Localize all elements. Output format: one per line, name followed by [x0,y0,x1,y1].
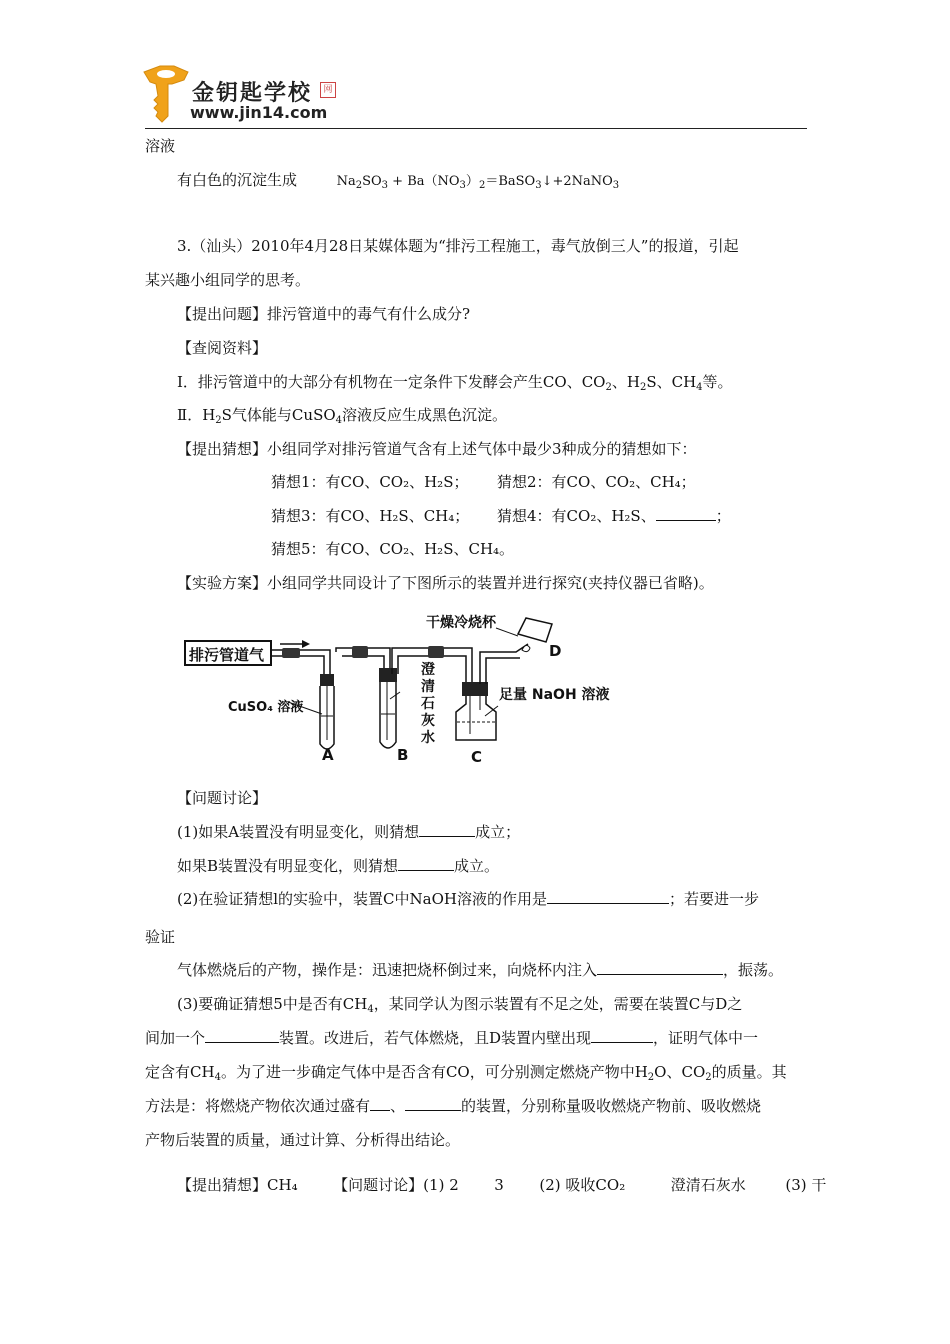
key-logo-icon [140,62,192,124]
guess-3: 猜想3：有CO、H₂S、CH₄； [271,507,470,525]
brand-url: www.jin14.com [190,103,328,122]
guess-1: 猜想1：有CO、CO₂、H₂S； [271,473,469,491]
guess-4: 猜想4：有CO₂、H₂S、 ； [497,507,731,525]
cold-beaker-d [518,618,552,642]
blank-device[interactable] [205,1028,279,1043]
answer-line: 【提出猜想】CH₄ 【问题讨论】(1) 2 3 (2) 吸收CO₂ 澄清石灰水 (3) 干 [177,1176,827,1194]
discussion-3b: 间加一个 装置。改进后，若气体燃烧，且D装置内壁出现 ，证明气体中一 [145,1029,759,1047]
discussion-heading: 【问题讨论】 [177,789,268,807]
reaction-equation: $Na_2SO_3$ + $Ba(NO_3)_2=BaSO_3↓+2NaNO_3$ [336,174,620,191]
hypothesis-heading: 【提出猜想】 [177,440,268,458]
inlet-label: 排污管道气 [189,646,265,664]
discussion-3a: (3)要确证猜想5中是否有$CH_4$，某同学认为图示装置有不足之处，需要在装置C与D之 [177,995,743,1015]
brand-name: 金钥匙学校 [192,81,313,106]
guess-2: 猜想2：有CO、CO₂、CH₄； [497,473,696,491]
ask-text: 排污管道中的毒气有什么成分? [267,305,471,323]
blank-2[interactable] [547,889,669,904]
cuso4-label: CuSO₄ 溶液 [228,700,304,715]
discussion-3d: 方法是：将燃烧产物依次通过盛有 、 的装置，分别称量吸收燃烧产物前、吸收燃烧 [145,1097,762,1115]
blank-observation[interactable] [591,1028,653,1043]
cold-beaker-label: 干燥冷烧杯 [426,615,496,631]
reference-item-1: I．排污管道中的大部分有机物在一定条件下发酵会产生CO、$CO_2$、$H_2S$、$CH_4$等。 [177,373,733,393]
discussion-3c: 定含有$CH_4$。为了进一步确定气体中是否含有CO，可分别测定燃烧产物中$H_2O$、$CO_2$的质量。其 [145,1063,787,1083]
discussion-1b: 如果B装置没有明显变化，则猜想 成立。 [177,857,500,875]
ask-question-line [177,304,470,324]
c-label: C [471,748,483,766]
blank-1a[interactable] [419,822,475,837]
discussion-2-verify: 验证 [145,928,176,946]
d-label: D [549,642,562,660]
precipitate-text: 有白色的沉淀生成 [177,171,298,189]
discussion-1a: (1)如果A装置没有明显变化，则猜想 成立； [177,823,521,841]
plan-text: 小组同学共同设计了下图所示的装置并进行探究(夹持仪器已省略)。 [267,574,714,592]
blank-absorbent-1[interactable] [370,1096,390,1111]
plan-heading: 【实验方案】 [177,574,268,592]
blank-1b[interactable] [398,856,454,871]
ask-heading: 【提出问题】 [177,305,268,323]
plan-line [177,573,714,593]
text-line-solution: 溶液 [145,137,176,155]
blank-absorbent-2[interactable] [405,1096,461,1111]
text-line-precipitate [177,170,619,192]
discussion-3e: 产物后装置的质量，通过计算、分析得出结论。 [145,1131,461,1149]
guess-5: 猜想5：有CO、CO₂、H₂S、CH₄。 [271,540,515,558]
question-intro-2: 某兴趣小组同学的思考。 [145,271,311,289]
stopper-b [379,668,397,682]
a-label: A [322,746,334,764]
guess-4-blank[interactable] [656,506,716,521]
blank-reagent[interactable] [597,960,723,975]
discussion-2-operation: 气体燃烧后的产物，操作是：迅速把烧杯倒过来，向烧杯内注入 ，振荡。 [177,961,784,979]
brand-seal: 网 [320,82,336,98]
discussion-2: (2)在验证猜想l的实验中，装置C中NaOH溶液的作用是 ；若要进一步 [177,890,759,908]
hypothesis-line [177,439,697,459]
hypothesis-text: 小组同学对排污管道气含有上述气体中最少3种成分的猜想如下： [267,440,697,458]
b-label: B [397,746,409,764]
stopper-a [320,674,334,686]
reference-item-2: Ⅱ．$H_2S$气体能与CuSO$_4$溶液反应生成黑色沉淀。 [177,406,508,426]
question-intro-1: 3.（汕头）2010年4月28日某媒体题为“排污工程施工，毒气放倒三人”的报道，引起 [177,237,739,255]
limewater-label: 澄 清 石 灰 水 [421,662,435,746]
naoh-label: 足量 NaOH 溶液 [499,687,610,703]
tube-b [380,682,396,748]
header-divider [145,128,807,129]
bottle-c [456,696,496,740]
stopper-c [462,682,488,696]
reference-heading: 【查阅资料】 [177,339,268,357]
